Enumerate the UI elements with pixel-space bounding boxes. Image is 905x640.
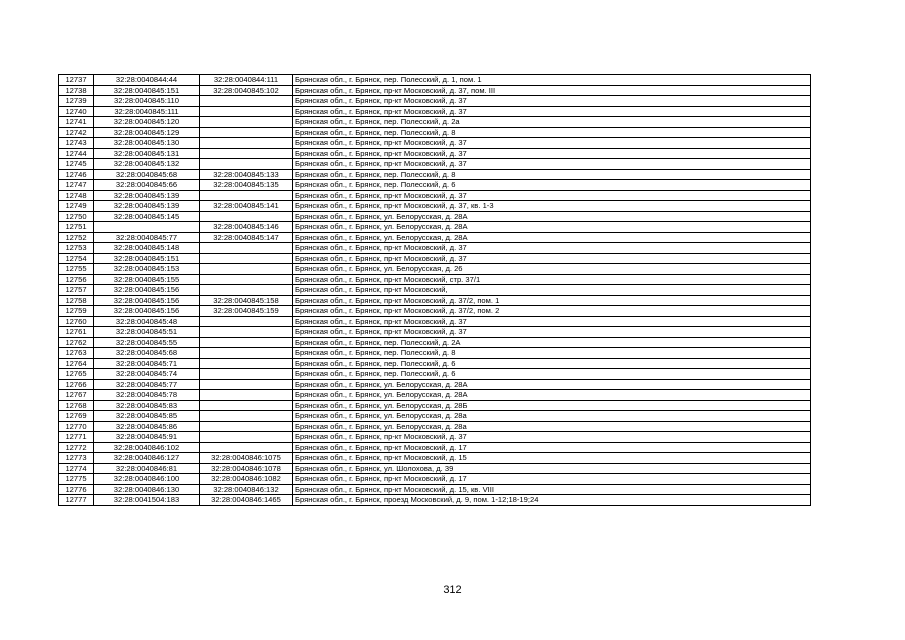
related-cadastral-number-cell: [200, 400, 293, 411]
cadastral-number-cell: 32:28:0040845:74: [94, 369, 200, 380]
table-row: [59, 495, 811, 506]
table-row: [59, 85, 811, 96]
page-number: 312: [443, 584, 462, 596]
table-row: [59, 337, 811, 348]
address-cell: Брянская обл., г. Брянск, пер. Полесский, д. 2а: [293, 117, 811, 128]
cadastral-number-cell: 32:28:0040845:86: [94, 421, 200, 432]
row-number-cell: 12747: [59, 180, 94, 191]
cadastral-number-cell: 32:28:0040845:130: [94, 138, 200, 149]
row-number-cell: 12759: [59, 306, 94, 317]
cadastral-number-cell: 32:28:0040845:139: [94, 201, 200, 212]
table-row: [59, 400, 811, 411]
address-cell: Брянская обл., г. Брянск, ул. Белорусская, д. 28А: [293, 232, 811, 243]
related-cadastral-number-cell: [200, 138, 293, 149]
address-cell: Брянская обл., г. Брянск, ул. Белорусская, д. 28А: [293, 222, 811, 233]
related-cadastral-number-cell: 32:28:0040845:102: [200, 85, 293, 96]
table-row: [59, 306, 811, 317]
cadastral-number-cell: 32:28:0040846:81: [94, 463, 200, 474]
row-number-cell: 12765: [59, 369, 94, 380]
cadastral-number-cell: 32:28:0040845:55: [94, 337, 200, 348]
row-number-cell: 12748: [59, 190, 94, 201]
cadastral-number-cell: 32:28:0040845:78: [94, 390, 200, 401]
table-row: [59, 243, 811, 254]
address-cell: Брянская обл., г. Брянск, пр-кт Московский, д. 17: [293, 442, 811, 453]
related-cadastral-number-cell: 32:28:0040845:159: [200, 306, 293, 317]
row-number-cell: 12771: [59, 432, 94, 443]
row-number-cell: 12737: [59, 75, 94, 86]
row-number-cell: 12775: [59, 474, 94, 485]
table-row: [59, 264, 811, 275]
address-cell: Брянская обл., г. Брянск, пр-кт Московский, д. 37: [293, 159, 811, 170]
related-cadastral-number-cell: [200, 127, 293, 138]
table-row: [59, 327, 811, 338]
row-number-cell: 12763: [59, 348, 94, 359]
row-number-cell: 12761: [59, 327, 94, 338]
related-cadastral-number-cell: [200, 337, 293, 348]
address-cell: Брянская обл., г. Брянск, пер. Полесский, д. 8: [293, 127, 811, 138]
address-cell: Брянская обл., г. Брянск, пр-кт Московский, д. 37: [293, 327, 811, 338]
related-cadastral-number-cell: [200, 432, 293, 443]
address-cell: Брянская обл., г. Брянск, пер. Полесский, д. 1, пом. 1: [293, 75, 811, 86]
related-cadastral-number-cell: [200, 442, 293, 453]
table-row: [59, 463, 811, 474]
address-cell: Брянская обл., г. Брянск, пр-кт Московский, д. 37, кв. 1-3: [293, 201, 811, 212]
table-row: [59, 201, 811, 212]
cadastral-number-cell: 32:28:0040844:44: [94, 75, 200, 86]
address-cell: Брянская обл., г. Брянск, пер. Полесский, д. 2А: [293, 337, 811, 348]
row-number-cell: 12777: [59, 495, 94, 506]
address-cell: Брянская обл., г. Брянск, пр-кт Московский, д. 15, кв. VIII: [293, 484, 811, 495]
cadastral-number-cell: 32:28:0040846:130: [94, 484, 200, 495]
cadastral-number-cell: 32:28:0040845:156: [94, 295, 200, 306]
related-cadastral-number-cell: 32:28:0040844:111: [200, 75, 293, 86]
table-row: [59, 474, 811, 485]
cadastral-number-cell: 32:28:0040845:120: [94, 117, 200, 128]
row-number-cell: 12753: [59, 243, 94, 254]
related-cadastral-number-cell: [200, 148, 293, 159]
address-cell: Брянская обл., г. Брянск, ул. Белорусская, д. 28А: [293, 379, 811, 390]
address-cell: Брянская обл., г. Брянск, ул. Шолохова, д. 39: [293, 463, 811, 474]
cadastral-number-cell: 32:28:0040845:131: [94, 148, 200, 159]
cadastral-number-cell: 32:28:0040845:48: [94, 316, 200, 327]
table-row: [59, 232, 811, 243]
table-row: [59, 253, 811, 264]
related-cadastral-number-cell: [200, 348, 293, 359]
row-number-cell: 12745: [59, 159, 94, 170]
related-cadastral-number-cell: [200, 243, 293, 254]
cadastral-number-cell: 32:28:0040845:77: [94, 379, 200, 390]
address-cell: Брянская обл., г. Брянск, пер. Полесский, д. 8: [293, 169, 811, 180]
table-row: [59, 211, 811, 222]
address-cell: Брянская обл., г. Брянск, ул. Белорусская, д. 28А: [293, 211, 811, 222]
related-cadastral-number-cell: [200, 117, 293, 128]
cadastral-number-cell: 32:28:0040845:153: [94, 264, 200, 275]
address-cell: Брянская обл., г. Брянск, пр-кт Московский, д. 37: [293, 432, 811, 443]
row-number-cell: 12762: [59, 337, 94, 348]
row-number-cell: 12770: [59, 421, 94, 432]
address-cell: Брянская обл., г. Брянск, пер. Полесский, д. 6: [293, 369, 811, 380]
table-row: [59, 169, 811, 180]
cadastral-number-cell: 32:28:0040846:100: [94, 474, 200, 485]
table-row: [59, 96, 811, 107]
address-cell: Брянская обл., г. Брянск, пр-кт Московский, д. 37: [293, 253, 811, 264]
cadastral-number-cell: 32:28:0040845:85: [94, 411, 200, 422]
cadastral-number-cell: 32:28:0041504:183: [94, 495, 200, 506]
address-cell: Брянская обл., г. Брянск, пр-кт Московский, д. 37: [293, 106, 811, 117]
related-cadastral-number-cell: [200, 253, 293, 264]
address-cell: Брянская обл., г. Брянск, пр-кт Московский,: [293, 285, 811, 296]
related-cadastral-number-cell: [200, 285, 293, 296]
table-row: [59, 117, 811, 128]
address-cell: Брянская обл., г. Брянск, пер. Полесский, д. 6: [293, 358, 811, 369]
related-cadastral-number-cell: [200, 411, 293, 422]
address-cell: Брянская обл., г. Брянск, пр-кт Московский, д. 37/2, пом. 2: [293, 306, 811, 317]
related-cadastral-number-cell: 32:28:0040846:1075: [200, 453, 293, 464]
cadastral-number-cell: 32:28:0040845:110: [94, 96, 200, 107]
table-row: [59, 190, 811, 201]
row-number-cell: 12740: [59, 106, 94, 117]
row-number-cell: 12768: [59, 400, 94, 411]
address-cell: Брянская обл., г. Брянск, ул. Белорусская, д. 28а: [293, 421, 811, 432]
address-cell: Брянская обл., г. Брянск, ул. Белорусская, д. 26: [293, 264, 811, 275]
cadastral-number-cell: 32:28:0040845:156: [94, 306, 200, 317]
row-number-cell: 12751: [59, 222, 94, 233]
related-cadastral-number-cell: [200, 159, 293, 170]
related-cadastral-number-cell: [200, 390, 293, 401]
cadastral-number-cell: 32:28:0040845:145: [94, 211, 200, 222]
cadastral-number-cell: 32:28:0040845:156: [94, 285, 200, 296]
address-cell: Брянская обл., г. Брянск, ул. Белорусская, д. 28а: [293, 411, 811, 422]
related-cadastral-number-cell: 32:28:0040846:1082: [200, 474, 293, 485]
cadastral-number-cell: 32:28:0040845:111: [94, 106, 200, 117]
cadastral-number-cell: 32:28:0040845:139: [94, 190, 200, 201]
row-number-cell: 12774: [59, 463, 94, 474]
related-cadastral-number-cell: [200, 327, 293, 338]
row-number-cell: 12764: [59, 358, 94, 369]
cadastral-number-cell: 32:28:0040846:127: [94, 453, 200, 464]
cadastral-number-cell: 32:28:0040845:68: [94, 348, 200, 359]
cadastral-number-cell: 32:28:0040845:68: [94, 169, 200, 180]
address-cell: Брянская обл., г. Брянск, пр-кт Московский, д. 15: [293, 453, 811, 464]
cadastral-number-cell: 32:28:0040845:66: [94, 180, 200, 191]
address-cell: Брянская обл., г. Брянск, проезд Московский, д. 9, пом. 1-12;18-19;24: [293, 495, 811, 506]
related-cadastral-number-cell: [200, 358, 293, 369]
cadastral-number-cell: 32:28:0040845:91: [94, 432, 200, 443]
row-number-cell: 12776: [59, 484, 94, 495]
cadastral-number-cell: 32:28:0040845:155: [94, 274, 200, 285]
related-cadastral-number-cell: 32:28:0040845:141: [200, 201, 293, 212]
row-number-cell: 12738: [59, 85, 94, 96]
related-cadastral-number-cell: [200, 274, 293, 285]
related-cadastral-number-cell: [200, 379, 293, 390]
table-row: [59, 285, 811, 296]
related-cadastral-number-cell: [200, 211, 293, 222]
row-number-cell: 12743: [59, 138, 94, 149]
table-row: [59, 316, 811, 327]
cadastral-number-cell: 32:28:0040845:151: [94, 85, 200, 96]
table-row: [59, 484, 811, 495]
related-cadastral-number-cell: [200, 369, 293, 380]
address-cell: Брянская обл., г. Брянск, пр-кт Московский, д. 17: [293, 474, 811, 485]
cadastral-number-cell: [94, 222, 200, 233]
table-row: [59, 453, 811, 464]
row-number-cell: 12739: [59, 96, 94, 107]
address-cell: Брянская обл., г. Брянск, пр-кт Московский, д. 37/2, пом. 1: [293, 295, 811, 306]
table-row: [59, 390, 811, 401]
table-row: [59, 411, 811, 422]
related-cadastral-number-cell: [200, 96, 293, 107]
table-row: [59, 369, 811, 380]
register-table: [58, 74, 811, 506]
table-row: [59, 106, 811, 117]
table-row: [59, 274, 811, 285]
related-cadastral-number-cell: [200, 316, 293, 327]
table-row: [59, 138, 811, 149]
related-cadastral-number-cell: [200, 106, 293, 117]
address-cell: Брянская обл., г. Брянск, пр-кт Московский, д. 37: [293, 316, 811, 327]
cadastral-number-cell: 32:28:0040845:132: [94, 159, 200, 170]
address-cell: Брянская обл., г. Брянск, пр-кт Московский, д. 37: [293, 243, 811, 254]
address-cell: Брянская обл., г. Брянск, пр-кт Московский, д. 37, пом. III: [293, 85, 811, 96]
related-cadastral-number-cell: 32:28:0040846:1078: [200, 463, 293, 474]
row-number-cell: 12760: [59, 316, 94, 327]
table-row: [59, 222, 811, 233]
row-number-cell: 12746: [59, 169, 94, 180]
address-cell: Брянская обл., г. Брянск, пр-кт Московский, стр. 37/1: [293, 274, 811, 285]
related-cadastral-number-cell: [200, 421, 293, 432]
related-cadastral-number-cell: 32:28:0040845:133: [200, 169, 293, 180]
related-cadastral-number-cell: 32:28:0040846:132: [200, 484, 293, 495]
table-row: [59, 127, 811, 138]
row-number-cell: 12756: [59, 274, 94, 285]
row-number-cell: 12744: [59, 148, 94, 159]
table-row: [59, 348, 811, 359]
register-table-body: [59, 75, 811, 506]
cadastral-number-cell: 32:28:0040845:77: [94, 232, 200, 243]
related-cadastral-number-cell: [200, 264, 293, 275]
row-number-cell: 12766: [59, 379, 94, 390]
table-row: [59, 432, 811, 443]
row-number-cell: 12755: [59, 264, 94, 275]
cadastral-number-cell: 32:28:0040845:51: [94, 327, 200, 338]
row-number-cell: 12749: [59, 201, 94, 212]
table-row: [59, 295, 811, 306]
row-number-cell: 12769: [59, 411, 94, 422]
address-cell: Брянская обл., г. Брянск, ул. Белорусская, д. 28А: [293, 390, 811, 401]
row-number-cell: 12742: [59, 127, 94, 138]
cadastral-number-cell: 32:28:0040846:102: [94, 442, 200, 453]
related-cadastral-number-cell: 32:28:0040845:158: [200, 295, 293, 306]
cadastral-number-cell: 32:28:0040845:129: [94, 127, 200, 138]
table-row: [59, 358, 811, 369]
address-cell: Брянская обл., г. Брянск, пр-кт Московский, д. 37: [293, 190, 811, 201]
address-cell: Брянская обл., г. Брянск, пр-кт Московский, д. 37: [293, 96, 811, 107]
table-row: [59, 379, 811, 390]
row-number-cell: 12758: [59, 295, 94, 306]
row-number-cell: 12754: [59, 253, 94, 264]
row-number-cell: 12772: [59, 442, 94, 453]
address-cell: Брянская обл., г. Брянск, пер. Полесский, д. 8: [293, 348, 811, 359]
cadastral-number-cell: 32:28:0040845:148: [94, 243, 200, 254]
related-cadastral-number-cell: 32:28:0040846:1465: [200, 495, 293, 506]
row-number-cell: 12752: [59, 232, 94, 243]
cadastral-number-cell: 32:28:0040845:151: [94, 253, 200, 264]
address-cell: Брянская обл., г. Брянск, пр-кт Московский, д. 37: [293, 148, 811, 159]
row-number-cell: 12767: [59, 390, 94, 401]
row-number-cell: 12750: [59, 211, 94, 222]
cadastral-number-cell: 32:28:0040845:83: [94, 400, 200, 411]
table-row: [59, 180, 811, 191]
address-cell: Брянская обл., г. Брянск, пер. Полесский, д. 6: [293, 180, 811, 191]
table-row: [59, 421, 811, 432]
related-cadastral-number-cell: [200, 190, 293, 201]
related-cadastral-number-cell: 32:28:0040845:135: [200, 180, 293, 191]
table-row: [59, 159, 811, 170]
related-cadastral-number-cell: 32:28:0040845:147: [200, 232, 293, 243]
table-row: [59, 75, 811, 86]
table-row: [59, 148, 811, 159]
table-row: [59, 442, 811, 453]
row-number-cell: 12773: [59, 453, 94, 464]
row-number-cell: 12757: [59, 285, 94, 296]
address-cell: Брянская обл., г. Брянск, ул. Белорусская, д. 28Б: [293, 400, 811, 411]
address-cell: Брянская обл., г. Брянск, пр-кт Московский, д. 37: [293, 138, 811, 149]
cadastral-number-cell: 32:28:0040845:71: [94, 358, 200, 369]
row-number-cell: 12741: [59, 117, 94, 128]
related-cadastral-number-cell: 32:28:0040845:146: [200, 222, 293, 233]
